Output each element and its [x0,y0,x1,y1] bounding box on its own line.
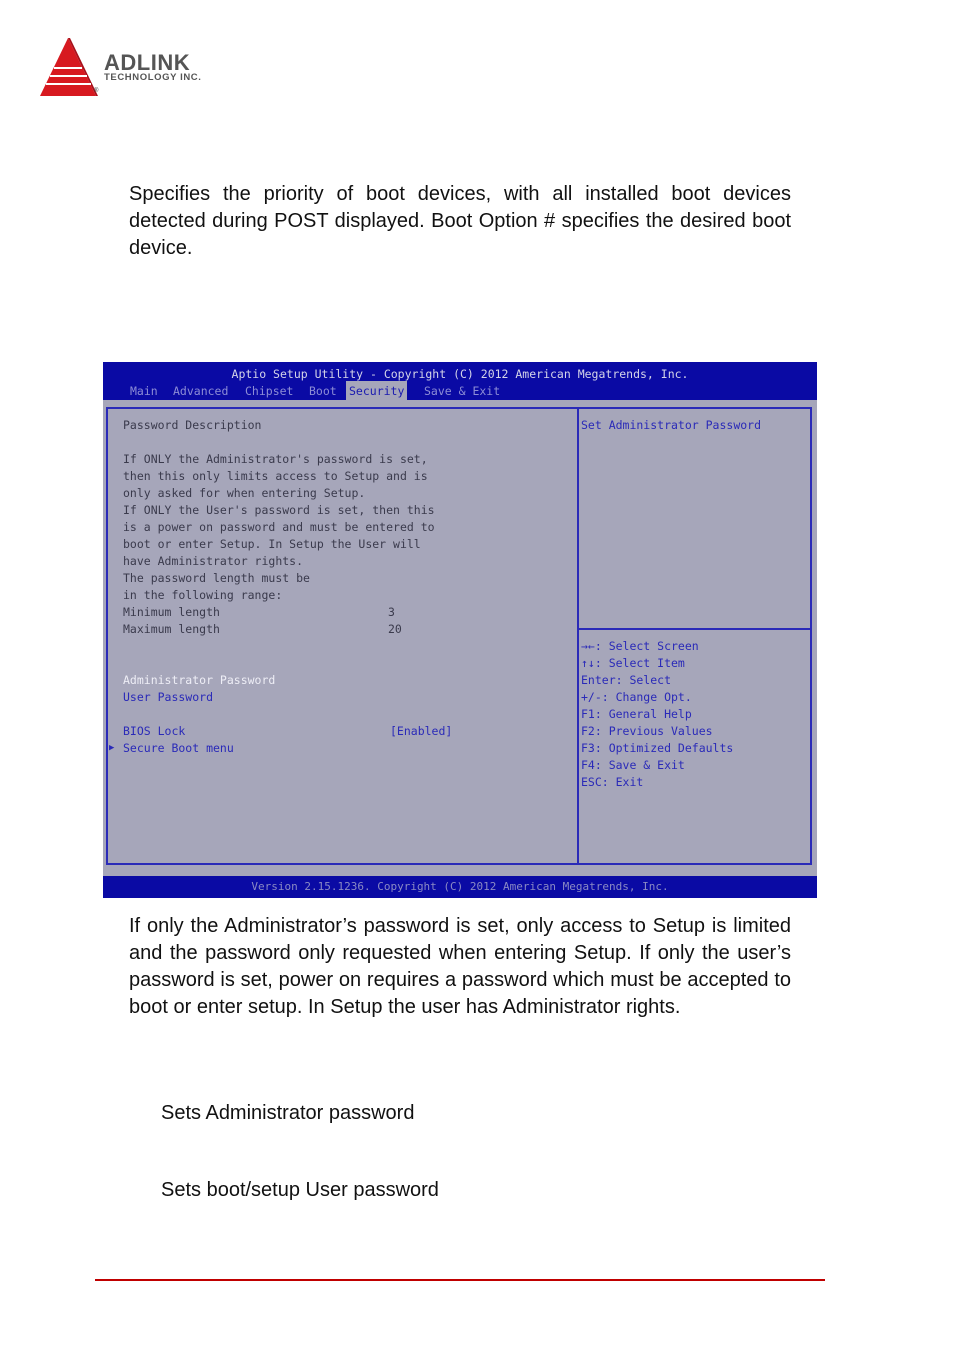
bios-screenshot [103,362,817,898]
bios-key-hint: +/-: Change Opt. [581,690,692,704]
bios-version-bar: Version 2.15.1236. Copyright (C) 2012 American Megatrends, Inc. [103,876,817,898]
bios-desc-line: If ONLY the User's password is set, then this [123,503,435,517]
bios-lock-value[interactable]: [Enabled] [390,724,453,738]
bios-tab-chipset[interactable]: Chipset [245,384,294,398]
bios-key-hint: F2: Previous Values [581,724,713,738]
footer-rule [95,1279,825,1281]
bios-help-separator [579,628,812,630]
boot-priority-paragraph: Specifies the priority of boot devices, with all installed boot devices detected during POST displayed. Boot Option # specifies the desired boot device. [129,183,791,259]
user-password-description: Sets boot/setup User password [161,1179,439,1201]
bios-tab-save-exit[interactable]: Save & Exit [424,384,501,398]
bios-desc-line: Password Description [123,418,262,432]
bios-desc-line: The password length must be [123,571,310,585]
bios-desc-line: boot or enter Setup. In Setup the User will [123,537,421,551]
bios-desc-line: then this only limits access to Setup and is [123,469,428,483]
logo-subtitle: TECHNOLOGY INC. [104,72,202,83]
bios-desc-line: have Administrator rights. [123,554,304,568]
bios-max-length-value: 20 [388,622,402,636]
bios-min-length-value: 3 [388,605,395,619]
logo-brand: ADLINK [104,50,191,75]
bios-user-password-item[interactable]: User Password [123,690,214,704]
bios-desc-line: only asked for when entering Setup. [123,486,366,500]
bios-tab-security[interactable]: Security [346,381,407,401]
bios-key-hint: F4: Save & Exit [581,758,685,772]
bios-tab-boot[interactable]: Boot [309,384,337,398]
submenu-arrow-icon: ▶ [109,743,115,753]
bios-key-hint: Enter: Select [581,673,672,687]
bios-admin-password-item[interactable]: Administrator Password [123,673,276,687]
admin-password-description: Sets Administrator password [161,1102,415,1124]
bios-key-hint: ESC: Exit [581,775,644,789]
bios-secure-boot-menu-item[interactable]: Secure Boot menu [123,741,234,755]
bios-key-hint: ↑↓: Select Item [581,656,685,670]
bios-max-length-label: Maximum length [123,622,220,636]
bios-help-text: Set Administrator Password [581,418,762,432]
bios-desc-line: If ONLY the Administrator's password is set, [123,452,428,466]
adlink-logo [40,38,240,98]
bios-tab-advanced[interactable]: Advanced [173,384,229,398]
password-info-paragraph: If only the Administrator’s password is set, only access to Setup is limited and the password only requested when entering Setup. If only the user’s password is set, power on requires a password which must be accepted to boot or enter setup. In Setup the user has Administrator rights. [129,915,791,1018]
bios-key-hint: F3: Optimized Defaults [581,741,734,755]
adlink-pyramid-icon [40,38,102,98]
bios-desc-line: is a power on password and must be entered to [123,520,435,534]
bios-tab-main[interactable]: Main [130,384,158,398]
bios-key-hint: →←: Select Screen [581,639,699,653]
bios-min-length-label: Minimum length [123,605,220,619]
bios-key-hint: F1: General Help [581,707,692,721]
bios-lock-label[interactable]: BIOS Lock [123,724,186,738]
bios-menu-bar [103,381,817,400]
logo-registered-mark: ® [94,88,99,94]
bios-panel-divider [577,407,579,865]
bios-desc-line: in the following range: [123,588,283,602]
bios-title-bar: Aptio Setup Utility - Copyright (C) 2012 American Megatrends, Inc. [103,362,817,381]
